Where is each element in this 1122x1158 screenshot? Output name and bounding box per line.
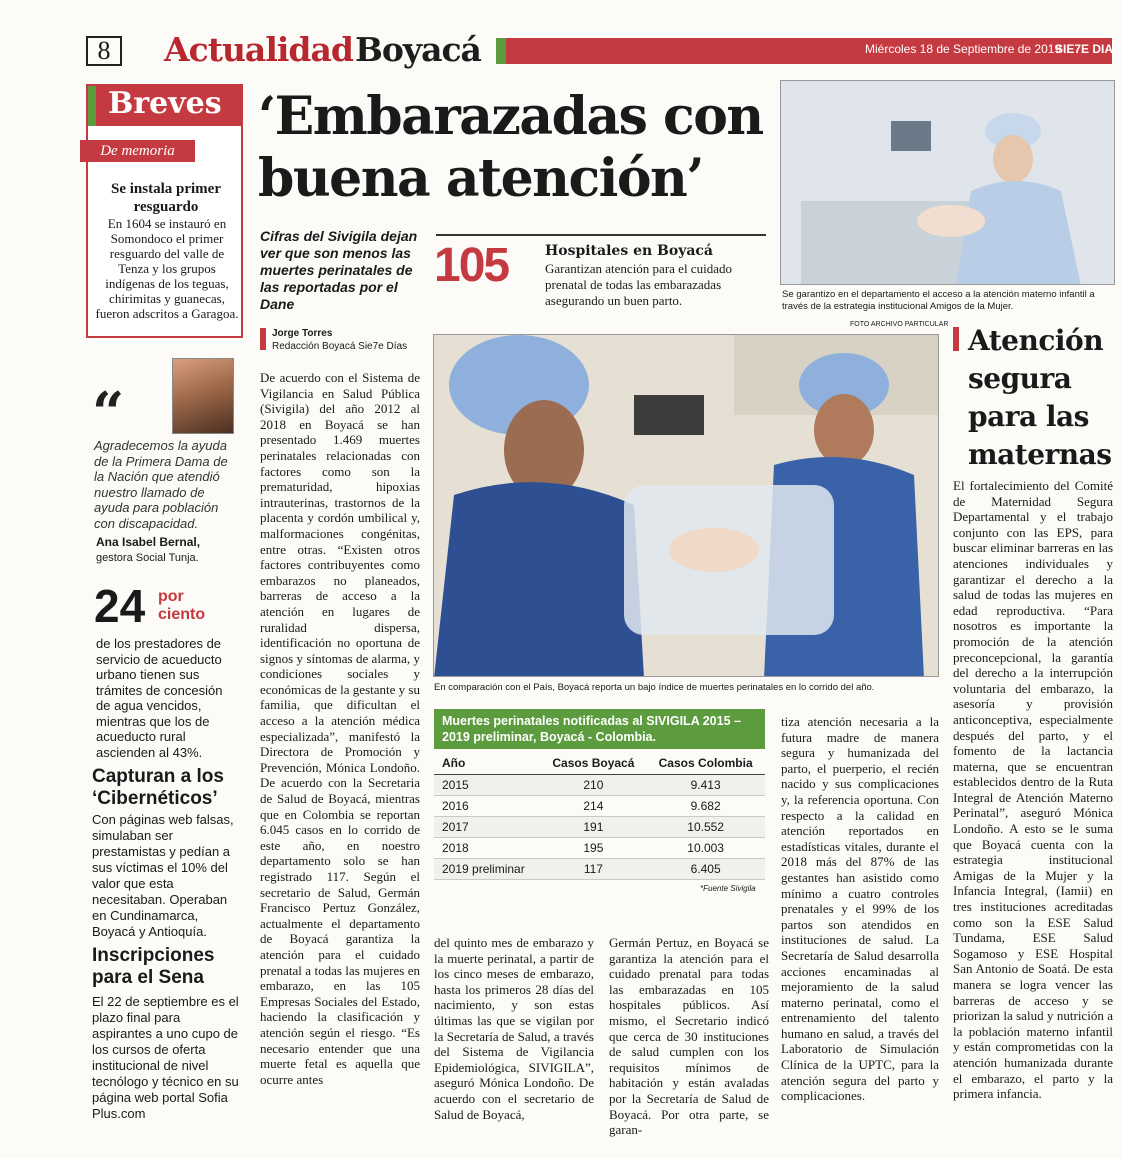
breves-title: Breves [108,86,222,121]
stat-24-label-2: ciento [158,606,206,623]
table-row [434,838,765,859]
stat-24-text: de los prestadores de servicio de acueducto urbano tienen sus trámites de concesión de agua vencidos, mientras que los de acueducto rural ascienden al 43%. [96,636,223,760]
table-cell-colombia: 9.413 [646,775,765,796]
stat-105-rule [436,234,766,236]
quote-portrait [172,358,234,434]
table-cell-year: 2018 [434,838,541,859]
table-cell-boyaca: 210 [541,775,647,796]
table-cell-colombia: 9.682 [646,796,765,817]
photo-main-caption: En comparación con el País, Boyacá reporta un bajo índice de muertes perinatales en lo corrido del año. [434,682,875,693]
breves-body: En 1604 se instauró en Somondoco el primer resguardo del valle de Tenza y los grupos indígenas de los teguas, chirimitas y guanecas, fueron adscritos a Garagoa. [95,216,239,321]
byline-role: Redacción Boyacá Sie7e Días [272,341,408,352]
section-name: Actualidad [164,30,353,69]
photo-nurses-incubator [433,334,939,677]
table-cell-colombia: 10.552 [646,817,765,838]
capturan-body: Con páginas web falsas, simulaban ser prestamistas y pedían a sus víctimas el 10% del valor que esta necesitaban. Operaban en Cundinamarca, Boyacá y Antioquía. [92,812,234,939]
table-row [434,859,765,880]
table-title: Muertes perinatales notificadas al SIVIGILA 2015 – 2019 preliminar, Boyacá - Colombia. [434,709,765,749]
article-column-5: El fortalecimiento del Comité de Maternidad Segura Departamental y el trabajo conjunto con las EPS, para buscar eliminar barreras en las atenciones individuales y garantizar el derecho a la salud de todas las mujeres en edad reproductiva. “Para nosotros es importante la promoción de la atención preconcepcional, la garantía del derecho a la interrupción voluntaria del embarazo, la asesoría y provisión anticonceptiva, especialmente después del parto, y el fomento de la lactancia materna, que se encuentran establecidos dentro de la Ruta Integral de Atención Materno Perinatal”, aseguró Mónica Londoño. A esto se le suma que Boyacá cuenta con la estrategia institucional Amigas de la Mujer y la Infancia Integral, (Iamii) en tres instituciones acreditadas como son la ESE Salud Tundama, ESE Salud Sogamoso y ESE Hospital San Antonio de Soatá. De esta manera se logra vencer las barreras de acceso y se priorizan la salud y nutrición a la población materno infantil y están comprometidas con la atención humanizada durante el embarazo, el parto y la primera infancia. [953,478,1113,1102]
byline-author: Jorge Torres [272,328,333,339]
inscripciones-body: El 22 de septiembre es el plazo final para aspirantes a uno cupo de los cursos de oferta institucional de nivel tecnólogo y técnico en su página web portal Sofia Plus.com [92,994,239,1121]
section-region: Boyacá [355,30,481,69]
inscripciones-heading: Inscripciones para el Sena [92,945,215,988]
article-column-3: Germán Pertuz, en Boyacá se garantiza la atención para el cuidado prenatal para todas las embarazadas en 105 hospitales públicos. Así mismo, el Secretario indicó que cerca de 30 instituciones de salud cumplen con los requisitos mínimos de habitación y están avaladas por la Secretaría de Salud de Boyacá. Por otra parte, se garan- [609,935,769,1138]
table-cell-colombia: 6.405 [646,859,765,880]
table-header-row [434,752,765,775]
stat-105-text: Garantizan atención para el cuidado prenatal de todas las embarazadas asegurando un buen parto. [545,261,732,308]
subheading-bar [953,327,959,351]
quote-mark-icon: “ [92,380,125,446]
article-column-4: tiza atención necesaria a la futura madre de manera segura y humanizada del parto, el puerperio, el recién nacido y sus complicaciones y, la referencia oportuna. Con respecto a la calidad en atención reportados en estadísticas vitales, durante el 2018 más del 87% de las gestantes han asistido como mínimo a cuatro controles prenatales y el 99% de los partos son atendidos en instituciones de salud. La Secretaría de Salud desarrolla acciones encaminadas al mejoramiento de la salud materno perinatal, como el entrenamiento del talento humano en salud, a través del Laboratorio de Simulación Clínica de la UPTC, para la atención segura del parto y complicaciones. [781,714,939,1104]
table-cell-colombia: 10.003 [646,838,765,859]
article-column-2: del quinto mes de embarazo y la muerte perinatal, a partir de los cinco meses de embarazo, hasta los primeros 28 días del nacimiento, y son estas últimas las que se vigilan por la Secretaría de Salud, a través del Sistema de Vigilancia Epidemiológica, SIVIGILA”, aseguró Mónica Londoño. De acuerdo con el secretario de Salud de Boyacá, [434,935,594,1122]
table-cell-year: 2016 [434,796,541,817]
photo-nurse-baby [780,80,1115,285]
issue-date: Miércoles 18 de Septiembre de 2019 [865,42,1062,56]
quote-author: Ana Isabel Bernal, [96,535,201,549]
table-cell-boyaca: 117 [541,859,647,880]
capturan-heading: Capturan a los ‘Cibernéticos’ [92,766,224,809]
table-cell-boyaca: 191 [541,817,647,838]
photo-credit: FOTO ARCHIVO PARTICULAR [850,321,949,328]
quote-author-role: gestora Social Tunja. [96,552,199,564]
article-headline: ‘Embarazadas con buena atención’ [258,86,763,209]
page-number: 8 [86,36,122,66]
table-cell-year: 2019 preliminar [434,859,541,880]
table-row [434,817,765,838]
table-header-colombia: Casos Colombia [646,752,765,775]
table-cell-year: 2017 [434,817,541,838]
article-deck: Cifras del Sivigila dejan ver que son menos las muertes perinatales de las reportadas por el Dane [260,228,418,312]
breves-heading: Se instala primer resguardo [111,181,221,215]
table-header-boyaca: Casos Boyacá [541,752,647,775]
article-column-1: De acuerdo con el Sistema de Vigilancia en Salud Pública (Sivigila) del año 2012 al 2018 en Boyacá se han presentado 1.469 muertes perinatales relacionadas con factores como son la prematuridad, hipoxias intrauterinas, trastornos de la placenta y cordón umbilical y, malformaciones congénitas, entre otras. “Existen otros factores contribuyentes como embarazos no planeados, barreras de acceso a la atención en lugares de ruralidad dispersa, identificación no oportuna de signos y síntomas de alarma, y condiciones sociales y económicas de la gestante y su familia, que dificultan el acceso a la atención médica especializada”, manifestó la Directora de Promoción y Prevención, Mónica Londoño. De acuerdo con la Secretaria de Salud de Boyacá, mientras que en Colombia se reportan 6.045 casos en lo corrido de este año, en noestro departamento solo se han registrado 117. Según el secretario de Salud, Germán Francisco Pertuz González, actualmente el departamento de Boyacá garantiza la atención para el cuidado prenatal a todas las mujeres en embarazo, en las 105 Empresas Sociales del Estado, haciendo la clasificación y atención según el riesgo. “Es necesario entender que una muerte fetal es aquella que ocurre antes [260,370,420,1087]
photo-top-caption: Se garantizo en el departamento el acceso a la atención materno infantil a través de la estrategia institucional Amigos de la Mujer. [782,289,1095,312]
perinatal-deaths-table [434,752,765,880]
table-row [434,775,765,796]
table-cell-year: 2015 [434,775,541,796]
table-cell-boyaca: 214 [541,796,647,817]
stat-24-number: 24 [94,580,146,632]
publication-brand: SIE7E DIAS [1055,42,1122,56]
breves-subtitle: De memoria [80,140,195,162]
stat-24-label [158,588,205,624]
table-header-year: Año [434,752,541,775]
table-cell-boyaca: 195 [541,838,647,859]
byline-bar [260,328,266,350]
stat-24-label-1: por [158,588,184,605]
table-source: *Fuente Sivigila [700,884,756,893]
article-subheading: Atención segura para las maternas [968,324,1112,471]
stat-105-title: Hospitales en Boyacá [545,243,714,259]
stat-105-number: 105 [434,239,509,292]
quote-text: Agradecemos la ayuda de la Primera Dama de la Nación que atendió nuestro llamado de ayuda para población con discapacidad. [94,438,228,531]
table-row [434,796,765,817]
